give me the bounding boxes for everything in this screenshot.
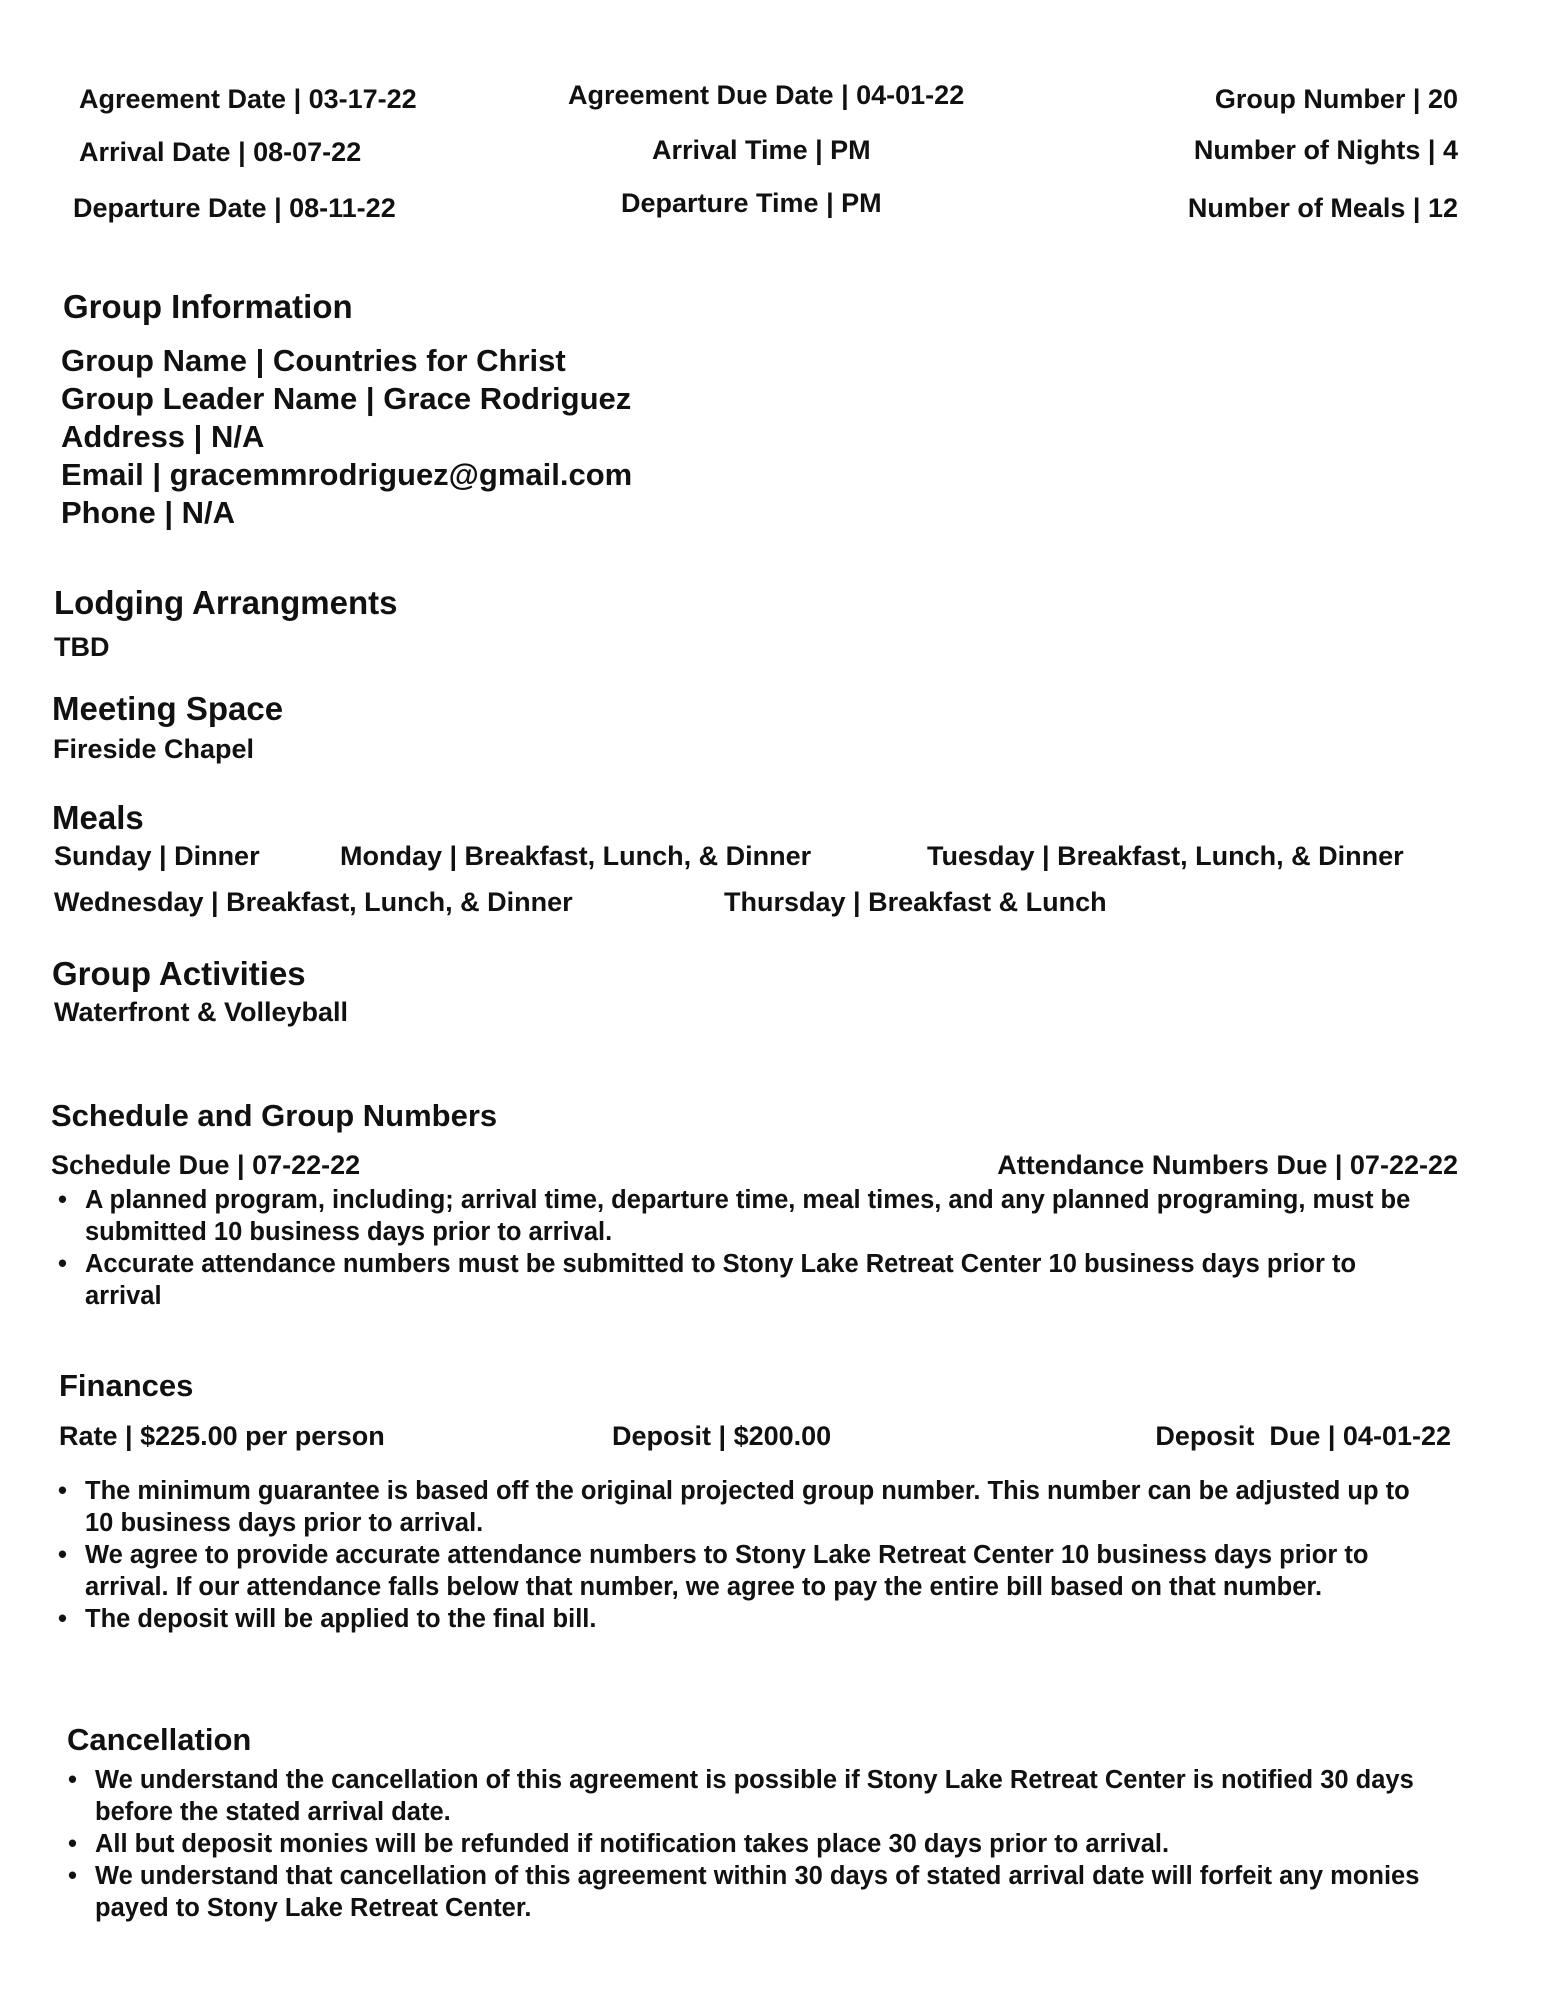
finances-title: Finances <box>59 1368 194 1403</box>
meals-thursday: Thursday | Breakfast & Lunch <box>724 887 1107 917</box>
finance-deposit-due: Deposit Due | 04-01-22 <box>1155 1421 1451 1451</box>
meals-monday: Monday | Breakfast, Lunch, & Dinner <box>340 841 812 871</box>
list-item: • We understand that cancellation of this agreement within 30 days of stated arrival date will forfeit any monies payed to Stony Lake Retreat Center. <box>62 1860 1462 1924</box>
list-item: • We understand the cancellation of this agreement is possible if Stony Lake Retreat Center is notified 30 days before the stated arrival date. <box>62 1764 1462 1828</box>
schedule-bullets <box>52 1184 1432 1312</box>
group-leader-name: Group Leader Name | Grace Rodriguez <box>61 381 632 416</box>
meeting-space-title: Meeting Space <box>52 690 284 727</box>
meals-title: Meals <box>52 799 144 836</box>
meals-wednesday: Wednesday | Breakfast, Lunch, & Dinner <box>54 887 573 917</box>
attendance-numbers-due: Attendance Numbers Due | 07-22-22 <box>997 1150 1458 1180</box>
group-info-title: Group Information <box>63 288 353 325</box>
arrival-time: Arrival Time | PM <box>652 135 871 165</box>
arrival-date: Arrival Date | 08-07-22 <box>79 137 362 167</box>
group-info-details <box>61 342 632 532</box>
cancellation-bullets <box>62 1764 1462 1924</box>
group-number: Group Number | 20 <box>1214 84 1458 114</box>
list-item: • Accurate attendance numbers must be submitted to Stony Lake Retreat Center 10 business days prior to arrival <box>52 1248 1432 1312</box>
list-item: • The deposit will be applied to the final bill. <box>52 1603 1422 1635</box>
meals-sunday: Sunday | Dinner <box>54 841 260 871</box>
cancellation-title: Cancellation <box>67 1722 252 1757</box>
meals-tuesday: Tuesday | Breakfast, Lunch, & Dinner <box>927 841 1404 871</box>
activities-value: Waterfront & Volleyball <box>54 997 349 1027</box>
finance-rate: Rate | $225.00 per person <box>59 1421 385 1451</box>
finance-deposit: Deposit | $200.00 <box>612 1421 832 1451</box>
lodging-value: TBD <box>54 632 110 662</box>
departure-date: Departure Date | 08-11-22 <box>73 193 396 223</box>
finance-bullets <box>52 1475 1422 1635</box>
list-item: • We agree to provide accurate attendance numbers to Stony Lake Retreat Center 10 business days prior to arrival. If our attendance falls below that number, we agree to pay the entire bill based on that number. <box>52 1539 1422 1603</box>
list-item: • The minimum guarantee is based off the original projected group number. This number can be adjusted up to 10 business days prior to arrival. <box>52 1475 1422 1539</box>
schedule-due: Schedule Due | 07-22-22 <box>51 1150 361 1180</box>
group-address: Address | N/A <box>61 419 265 454</box>
activities-title: Group Activities <box>52 955 306 992</box>
group-phone: Phone | N/A <box>61 495 236 530</box>
list-item: • All but deposit monies will be refunded if notification takes place 30 days prior to arrival. <box>62 1828 1462 1860</box>
departure-time: Departure Time | PM <box>621 188 882 218</box>
meeting-space-value: Fireside Chapel <box>53 734 255 764</box>
number-of-nights: Number of Nights | 4 <box>1193 135 1458 165</box>
agreement-due-date: Agreement Due Date | 04-01-22 <box>568 80 965 110</box>
number-of-meals: Number of Meals | 12 <box>1187 193 1458 223</box>
group-name: Group Name | Countries for Christ <box>61 343 566 378</box>
list-item: • A planned program, including; arrival time, departure time, meal times, and any planned programing, must be submitted 10 business days prior to arrival. <box>52 1184 1432 1248</box>
lodging-title: Lodging Arrangments <box>54 584 398 621</box>
group-email: Email | gracemmrodriguez@gmail.com <box>61 457 633 492</box>
schedule-title: Schedule and Group Numbers <box>51 1098 498 1133</box>
agreement-date: Agreement Date | 03-17-22 <box>79 84 417 114</box>
